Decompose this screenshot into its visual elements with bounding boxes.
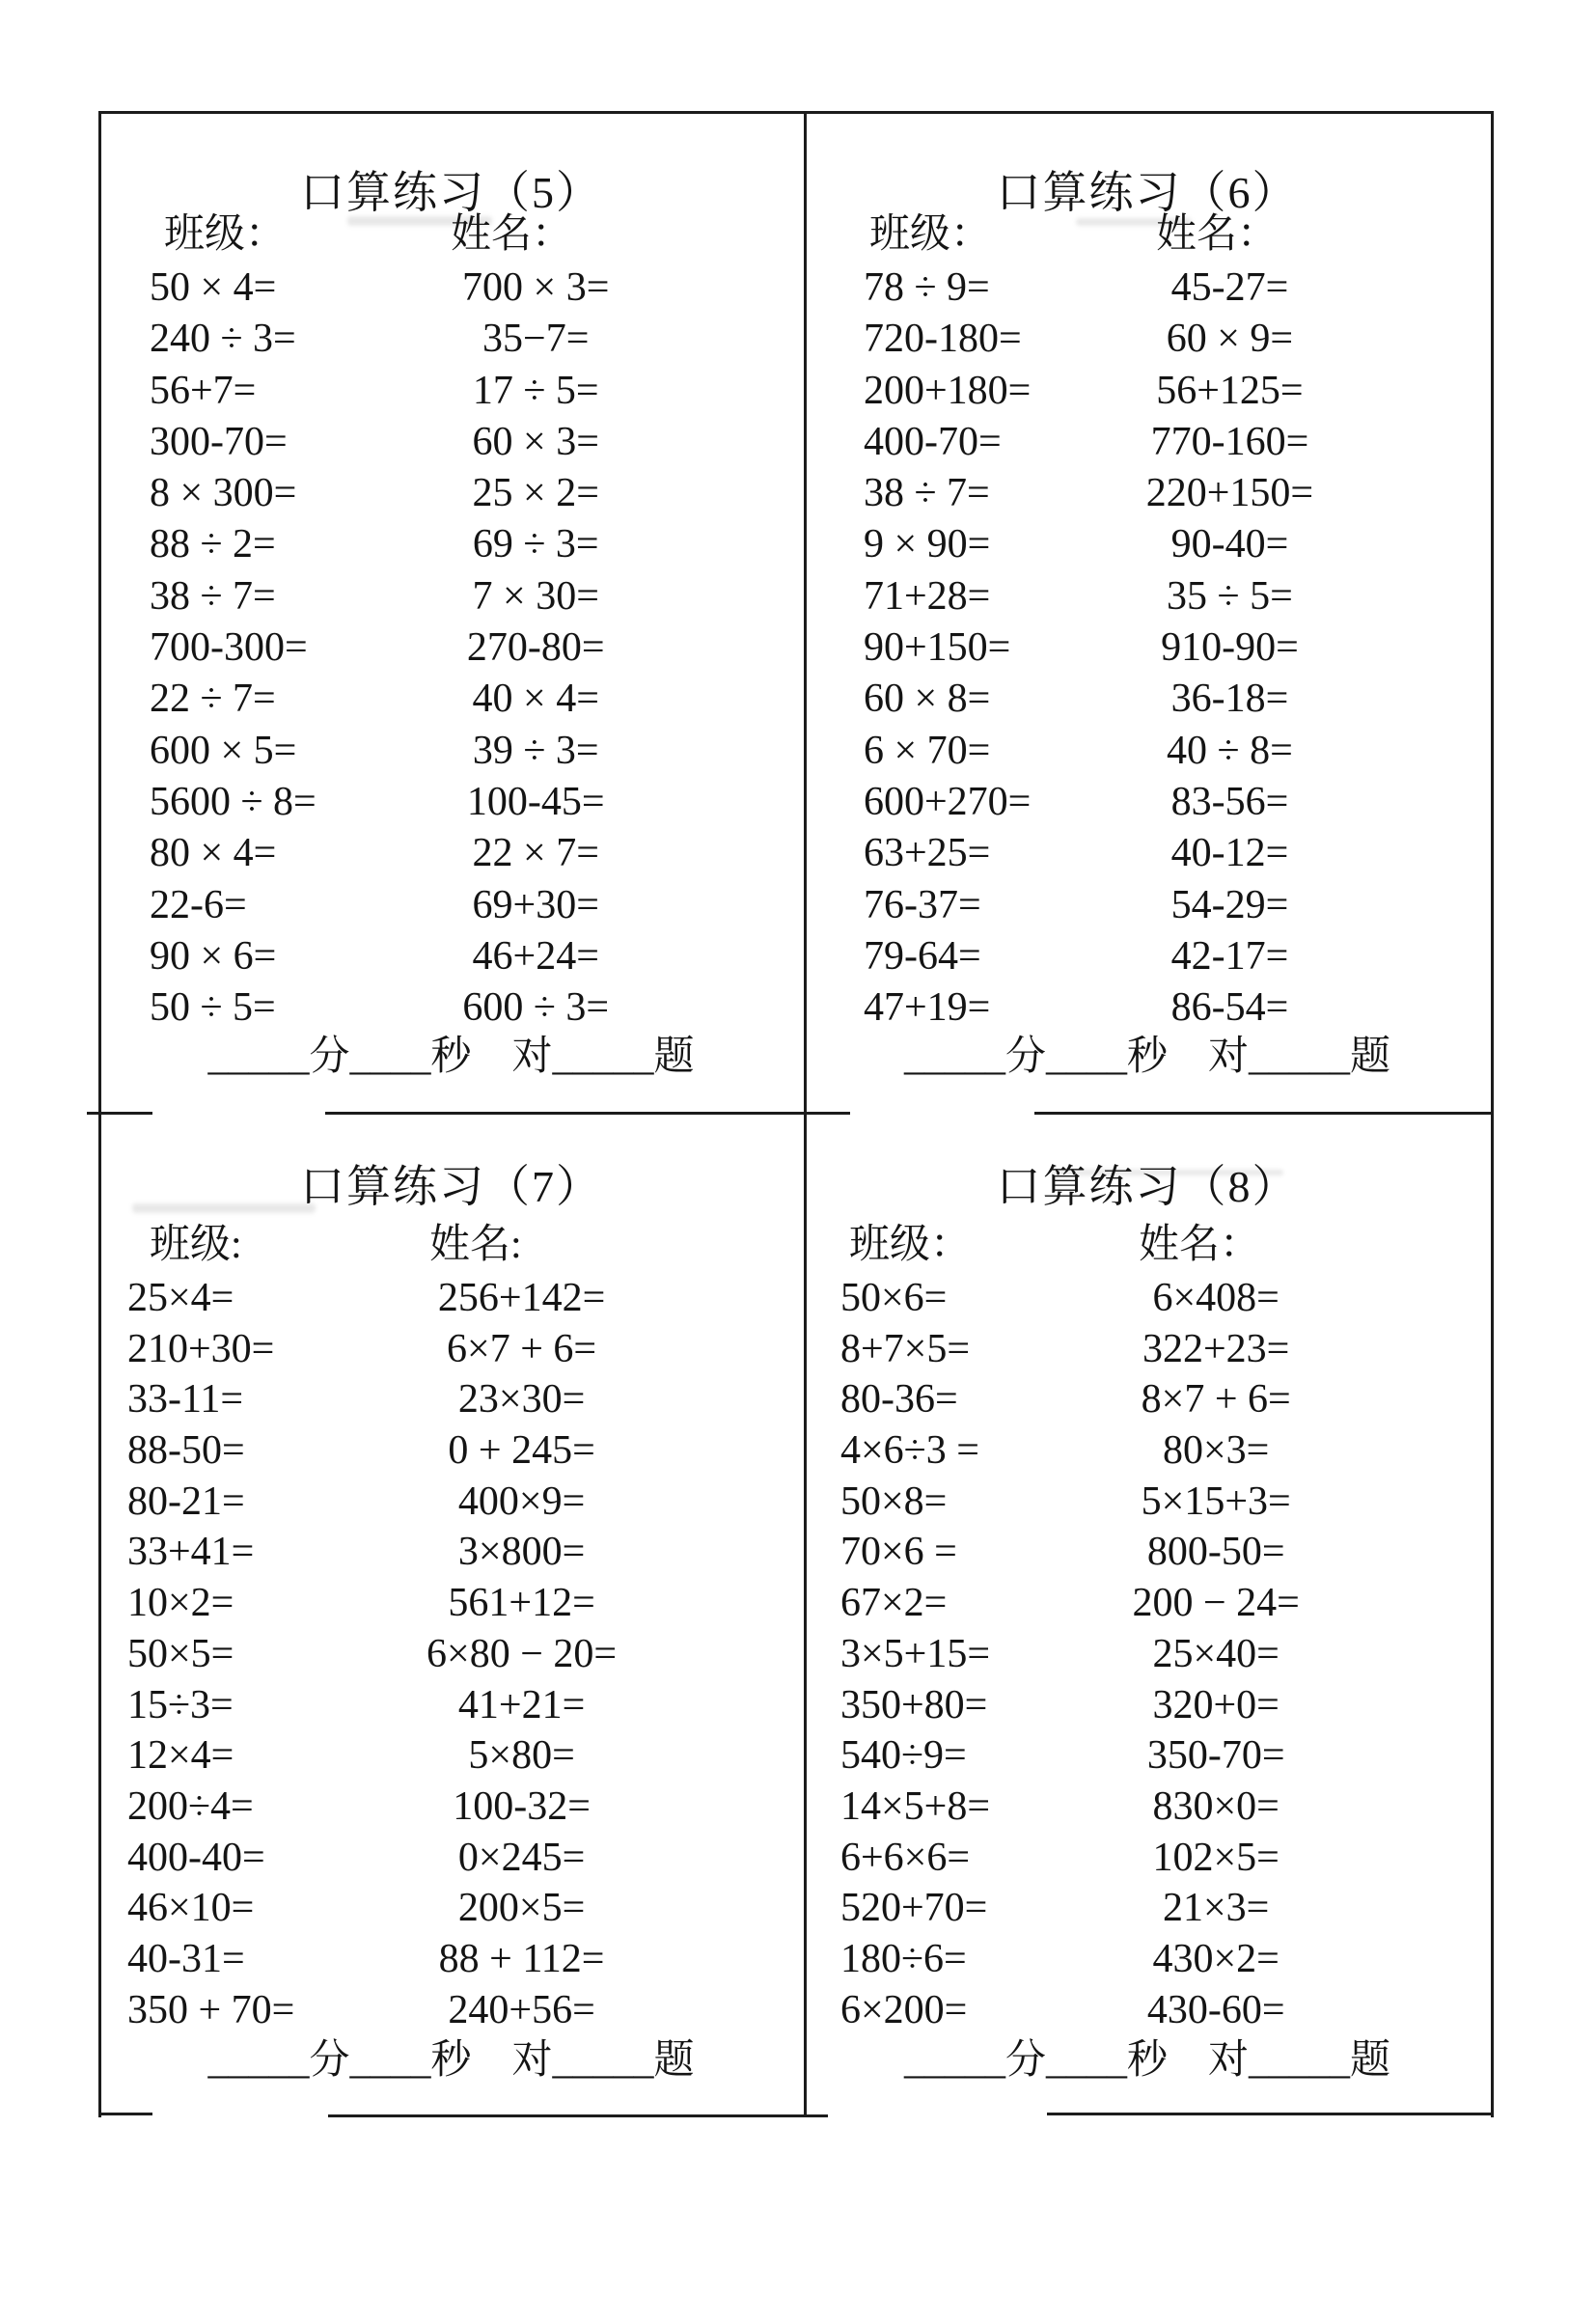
problem-row [804,1883,1491,1934]
problem-right: 200×5= [457,1886,586,1931]
problem-right: 6×7 + 6= [447,1326,597,1371]
problem-left: 56+7= [150,368,257,413]
problem-row [804,880,1491,931]
problem-right: 100-45= [466,779,605,824]
problem-left: 350 + 70= [127,1987,295,2032]
problem-right: 830×0= [1152,1783,1280,1829]
problem-right: 0 + 245= [448,1428,595,1474]
problem-right: 100-32= [453,1783,591,1829]
problem-row [98,931,804,982]
problem-row [98,1324,804,1375]
name-label: 姓名： [1139,1223,1261,1267]
problem-right: 240+56= [448,1987,595,2032]
worksheet-6 [804,111,1491,1112]
timing-line: _____分____秒 对_____题 [903,2038,1390,2083]
problem-right: 3×800= [457,1530,586,1575]
problem-right: 40-12= [1170,831,1289,876]
worksheet-8 [804,1112,1491,2114]
problem-right: 800-50= [1146,1530,1285,1575]
problem-row [804,1934,1491,1985]
problem-right: 700 × 3= [462,265,610,310]
problem-left: 33+41= [127,1530,255,1575]
problem-row [98,1425,804,1477]
worksheet-title: 口算练习（6） [996,168,1299,217]
problem-row [98,314,804,365]
problem-row [804,314,1491,365]
problem-right: 40 ÷ 8= [1167,728,1293,773]
problem-right: 6×408= [1152,1276,1280,1320]
problem-left: 200+180= [864,368,1032,413]
problem-left: 47+19= [864,985,991,1031]
problem-right: 86-54= [1170,985,1289,1031]
problem-left: 78 ÷ 9= [864,265,990,310]
problem-row [804,1425,1491,1477]
problem-right: 350-70= [1146,1733,1285,1779]
problem-right: 322+23= [1142,1326,1290,1371]
problem-rows [804,1273,1491,2035]
problem-right: 80×3= [1162,1428,1270,1474]
problem-rows [98,262,804,1034]
problem-left: 80 × 4= [150,831,277,876]
problem-left: 60 × 8= [864,677,991,722]
problem-right: 17 ÷ 5= [472,368,599,413]
problem-row [804,1527,1491,1578]
problem-row [98,1273,804,1324]
problem-right: 42-17= [1170,933,1289,979]
problem-right: 600 ÷ 3= [462,985,610,1031]
problem-left: 720-180= [864,317,1022,362]
problem-left: 3×5+15= [840,1631,991,1676]
problem-row [98,571,804,622]
problem-row [804,726,1491,777]
problem-row [98,982,804,1034]
problem-right: 561+12= [448,1581,595,1626]
problem-right: 910-90= [1161,625,1299,671]
problem-row [804,1374,1491,1425]
problem-row [804,1782,1491,1833]
timing-line: _____分____秒 对_____题 [903,1035,1390,1079]
class-label: 班级: [150,1223,242,1267]
problem-row [804,366,1491,417]
problem-right: 69+30= [472,882,599,927]
problem-right: 200 − 24= [1132,1581,1300,1626]
problem-left: 6+6×6= [840,1835,971,1880]
problem-right: 5×15+3= [1141,1478,1291,1524]
problem-left: 90 × 6= [150,933,277,979]
class-label: 班级： [849,1223,972,1267]
problem-left: 8 × 300= [150,471,297,516]
problem-right: 40 × 4= [472,677,599,722]
problem-right: 39 ÷ 3= [472,728,599,773]
problem-left: 79-64= [864,933,981,979]
problem-right: 320+0= [1152,1682,1280,1727]
problem-row [98,1629,804,1680]
problem-row [98,880,804,931]
problem-left: 63+25= [864,831,991,876]
problem-left: 67×2= [840,1581,948,1626]
problem-right: 22 × 7= [472,831,599,876]
border-bottom-segment [328,2114,828,2117]
problem-row [804,1273,1491,1324]
problem-right: 46+24= [472,933,599,979]
problem-left: 15÷3= [127,1682,234,1727]
problem-left: 600 × 5= [150,728,297,773]
timing-line: _____分____秒 对_____题 [207,1035,695,1079]
problem-left: 90+150= [864,625,1011,671]
problem-row [804,1730,1491,1782]
problem-right: 35−7= [482,317,590,362]
worksheet-title: 口算练习（5） [300,168,602,217]
problem-row [98,622,804,674]
problem-right: 54-29= [1170,882,1289,927]
problem-row [804,1578,1491,1629]
name-label: 姓名： [451,212,573,257]
problem-rows [98,1273,804,2035]
problem-left: 33-11= [127,1377,244,1423]
problem-row [804,828,1491,879]
problem-left: 50×6= [840,1276,948,1320]
problem-row [804,417,1491,468]
problem-left: 520+70= [840,1886,988,1931]
problem-left: 38 ÷ 7= [150,573,276,619]
timing-line: _____分____秒 对_____题 [207,2038,695,2083]
problem-left: 50 × 4= [150,265,277,310]
problem-left: 350+80= [840,1682,988,1727]
problem-left: 6 × 70= [864,728,991,773]
problem-row [804,1629,1491,1680]
problem-left: 88 ÷ 2= [150,522,276,567]
problem-right: 770-160= [1150,419,1309,464]
problem-left: 9 × 90= [864,522,991,567]
problem-right: 56+125= [1156,368,1304,413]
problem-row [98,519,804,570]
name-label: 姓名： [1156,212,1279,257]
problem-row [98,1883,804,1934]
problem-row [804,262,1491,314]
problem-left: 71+28= [864,573,991,619]
problem-left: 4×6÷3 = [840,1428,979,1474]
problem-left: 50×5= [127,1631,234,1676]
worksheet-7 [98,1112,804,2114]
problem-left: 46×10= [127,1886,255,1931]
problem-left: 6×200= [840,1987,968,2032]
problem-right: 430×2= [1152,1936,1280,1981]
problem-left: 38 ÷ 7= [864,471,990,516]
problem-left: 76-37= [864,882,981,927]
problem-left: 400-70= [864,419,1002,464]
problem-right: 102×5= [1152,1835,1280,1880]
problem-row [804,1477,1491,1528]
problem-left: 180÷6= [840,1936,967,1981]
worksheet-title: 口算练习（7） [300,1162,602,1211]
problem-row [98,828,804,879]
problem-left: 600+270= [864,779,1032,824]
problem-row [98,726,804,777]
problem-left: 10×2= [127,1581,234,1626]
problem-right: 6×80 − 20= [427,1631,618,1676]
problem-left: 70×6 = [840,1530,957,1575]
name-label: 姓名: [429,1223,522,1267]
problem-row [98,1477,804,1528]
problem-row [804,777,1491,828]
problem-left: 8+7×5= [840,1326,971,1371]
problem-row [804,1324,1491,1375]
problem-row [98,1985,804,2036]
problem-row [98,468,804,519]
problem-row [98,1934,804,1985]
problem-left: 22-6= [150,882,247,927]
problem-row [804,519,1491,570]
problem-left: 80-21= [127,1478,245,1524]
problem-row [98,1578,804,1629]
problem-row [98,1374,804,1425]
problem-right: 83-56= [1170,779,1289,824]
problem-right: 25×40= [1152,1631,1280,1676]
problem-left: 300-70= [150,419,288,464]
problem-right: 60 × 9= [1166,317,1294,362]
problem-right: 35 ÷ 5= [1167,573,1293,619]
problem-left: 50×8= [840,1478,948,1524]
worksheet-title: 口算练习（8） [996,1162,1299,1211]
problem-row [804,1833,1491,1884]
problem-row [804,674,1491,725]
problem-right: 270-80= [466,625,605,671]
problem-left: 22 ÷ 7= [150,677,276,722]
problem-right: 21×3= [1162,1886,1270,1931]
problem-row [98,366,804,417]
problem-left: 200÷4= [127,1783,254,1829]
problem-row [98,1680,804,1731]
problem-right: 220+150= [1145,471,1314,516]
problem-left: 400-40= [127,1835,265,1880]
problem-right: 400×9= [457,1478,586,1524]
problem-left: 88-50= [127,1428,245,1474]
problem-right: 90-40= [1170,522,1289,567]
problem-left: 540÷9= [840,1733,967,1779]
problem-row [98,417,804,468]
problem-row [98,1527,804,1578]
problem-left: 5600 ÷ 8= [150,779,316,824]
problem-row [804,1680,1491,1731]
problem-row [804,571,1491,622]
problem-row [98,1833,804,1884]
problem-row [804,1985,1491,2036]
problem-left: 50 ÷ 5= [150,985,276,1031]
problem-right: 41+21= [457,1682,586,1727]
problem-right: 5×80= [468,1733,575,1779]
problem-left: 25×4= [127,1276,234,1320]
problem-row [804,622,1491,674]
problem-rows [804,262,1491,1034]
problem-right: 430-60= [1146,1987,1285,2032]
problem-row [98,1782,804,1833]
problem-left: 80-36= [840,1377,958,1423]
problem-right: 256+142= [437,1276,606,1320]
problem-row [804,931,1491,982]
problem-left: 700-300= [150,625,308,671]
problem-row [98,674,804,725]
worksheet-5 [98,111,804,1112]
class-label: 班级： [869,212,992,257]
problem-right: 7 × 30= [472,573,599,619]
problem-right: 23×30= [457,1377,586,1423]
problem-right: 8×7 + 6= [1141,1377,1291,1423]
problem-row [98,1730,804,1782]
problem-left: 12×4= [127,1733,234,1779]
problem-left: 14×5+8= [840,1783,991,1829]
problem-right: 36-18= [1170,677,1289,722]
problem-row [98,777,804,828]
problem-row [98,262,804,314]
problem-right: 45-27= [1170,265,1289,310]
problem-right: 88 + 112= [438,1936,605,1981]
problem-right: 69 ÷ 3= [472,522,599,567]
problem-right: 25 × 2= [472,471,599,516]
problem-row [804,982,1491,1034]
class-label: 班级： [164,212,287,257]
problem-left: 210+30= [127,1326,275,1371]
problem-left: 40-31= [127,1936,245,1981]
problem-right: 60 × 3= [472,419,599,464]
problem-right: 0×245= [457,1835,586,1880]
problem-left: 240 ÷ 3= [150,317,296,362]
problem-row [804,468,1491,519]
